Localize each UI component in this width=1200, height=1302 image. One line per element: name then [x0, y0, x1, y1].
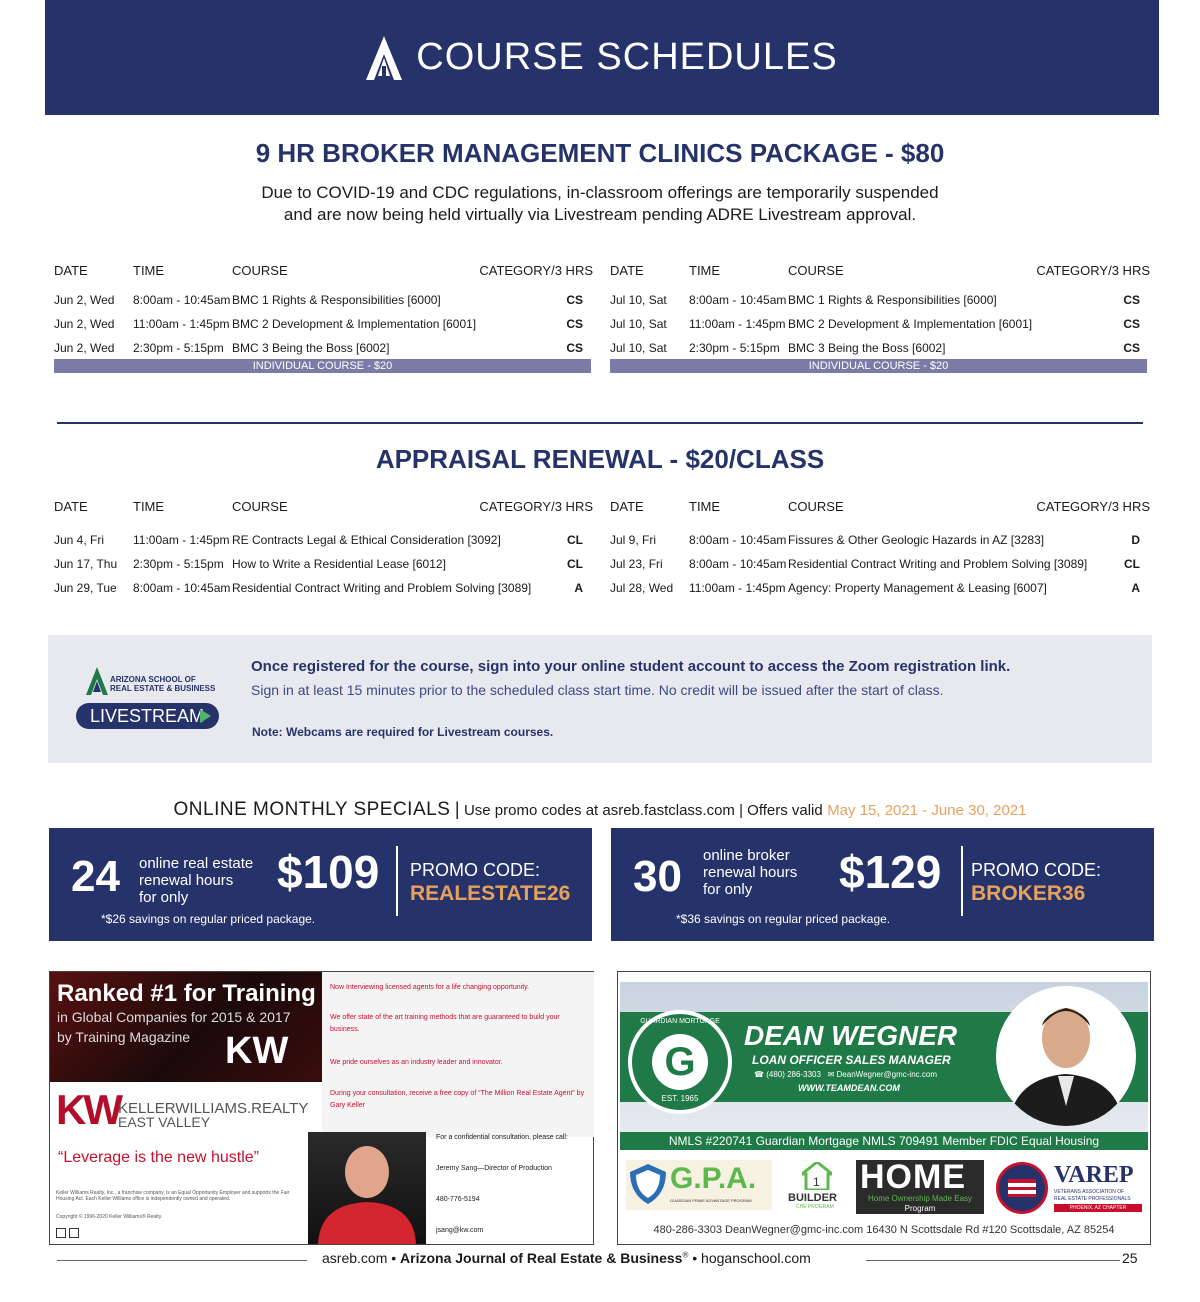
kw-text-panel — [322, 972, 594, 1137]
row-date: Jun 2, Wed — [54, 341, 115, 355]
row-time: 8:00am - 10:45am — [133, 581, 231, 595]
footer-text — [322, 1250, 811, 1266]
page-footer — [0, 1250, 1200, 1270]
kw-p3: We pride ourselves as an industry leader and innovator. — [330, 1059, 503, 1066]
row-course: BMC 1 Rights & Responsibilities [6000] — [788, 293, 997, 307]
gpa-text: G.P.A. — [670, 1162, 757, 1195]
table-row — [54, 581, 593, 605]
special-divider — [961, 846, 963, 916]
col-course: COURSE — [788, 499, 844, 514]
row-date: Jun 17, Thu — [54, 557, 118, 571]
individual-course-bar: INDIVIDUAL COURSE - $20 — [610, 359, 1147, 373]
col-category: CATEGORY/3 HRS — [479, 263, 593, 278]
asreb-a-logo-icon — [86, 667, 108, 695]
svg-text:1: 1 — [813, 1175, 820, 1189]
asreb-logo — [86, 667, 216, 697]
bmc-table-left — [54, 263, 593, 372]
row-time: 8:00am - 10:45am — [133, 293, 231, 307]
row-course: Residential Contract Writing and Problem Solving [3089] — [232, 581, 532, 595]
row-course: Fissures & Other Geologic Hazards in AZ [3283] — [788, 533, 1045, 547]
varep-sub-3: PHOENIX, AZ CHAPTER — [1054, 1204, 1142, 1212]
row-time: 8:00am - 10:45am — [689, 533, 787, 547]
row-time: 11:00am - 1:45pm — [689, 317, 786, 331]
livestream-label: LIVESTREAM — [90, 706, 205, 726]
row-cat: CS — [1123, 341, 1140, 355]
row-cat: CS — [1123, 317, 1140, 331]
seal-est: EST. 1965 — [661, 1094, 699, 1103]
varep-text: VAREP — [1054, 1162, 1134, 1188]
special-note: *$26 savings on regular priced package. — [101, 912, 316, 926]
col-date: DATE — [54, 499, 88, 514]
table-header — [610, 499, 1150, 515]
row-course: BMC 1 Rights & Responsibilities [6000] — [232, 293, 441, 307]
special-desc-1: online real estate — [139, 855, 254, 872]
livestream-info-box — [48, 635, 1152, 763]
col-course: COURSE — [788, 263, 844, 278]
person-photo-icon — [308, 1132, 426, 1244]
row-cat: CL — [1124, 557, 1140, 571]
kw-ranked: Ranked #1 for Training — [57, 980, 316, 1007]
guardian-seal — [628, 1010, 732, 1114]
footer-site-1: asreb.com — [322, 1250, 388, 1266]
row-course: Residential Contract Writing and Problem Solving [3089] — [788, 557, 1088, 571]
livestream-note: Note: Webcams are required for Livestream courses. — [252, 725, 554, 739]
kw-contact-2: Jeremy Sang—Director of Production — [436, 1165, 552, 1172]
varep-sub-1: VETERANS ASSOCIATION OF — [1054, 1189, 1125, 1195]
individual-course-bar: INDIVIDUAL COURSE - $20 — [54, 359, 591, 373]
keller-williams-ad — [49, 971, 594, 1245]
footer-line-right — [866, 1260, 1120, 1261]
row-cat: D — [1131, 533, 1140, 547]
row-time: 8:00am - 10:45am — [689, 293, 787, 307]
row-date: Jul 23, Fri — [610, 557, 663, 571]
home-sub-1: Home Ownership Made Easy — [867, 1194, 973, 1203]
home-program-logo — [856, 1160, 984, 1214]
kw-banner — [50, 972, 322, 1082]
footer-journal: Arizona Journal of Real Estate & Business — [400, 1250, 683, 1266]
row-course: BMC 2 Development & Implementation [6001] — [232, 317, 477, 331]
col-time: TIME — [133, 263, 165, 278]
row-course: BMC 3 Being the Boss [6002] — [788, 341, 946, 355]
kw-fine-1: Keller Williams Realty, Inc., a franchise company, is an Equal Opportunity Employer and supports the Fair Housing Act. Each Keller Williams office is independently owned and operated. — [56, 1190, 290, 1202]
appraisal-table-left — [54, 499, 593, 605]
table-header — [610, 263, 1150, 279]
kw-quote: “Leverage is the new hustle” — [58, 1149, 259, 1166]
table-header — [54, 263, 593, 279]
logo-line-2: REAL ESTATE & BUSINESS — [110, 684, 216, 693]
flag-icon — [999, 1165, 1045, 1211]
play-icon — [200, 709, 211, 723]
table-row — [54, 557, 593, 581]
kw-p1: Now Interviewing licensed agents for a life changing opportunity. — [330, 984, 530, 991]
gpa-logo — [626, 1160, 772, 1210]
table-row — [610, 557, 1150, 581]
table-header — [54, 499, 593, 515]
row-course: Agency: Property Management & Leasing [6007] — [788, 581, 1047, 595]
kw-agent-photo — [308, 1132, 426, 1244]
row-date: Jul 10, Sat — [610, 341, 667, 355]
table-row — [54, 293, 593, 317]
builder-text: BUILDER — [788, 1192, 837, 1204]
email-icon: ✉ — [827, 1070, 835, 1079]
dean-email: DeanWegner@gmc-inc.com — [836, 1070, 937, 1079]
promo-code: REALESTATE26 — [410, 882, 571, 905]
special-hours: 30 — [633, 852, 682, 901]
row-time: 2:30pm - 5:15pm — [689, 341, 780, 355]
row-course: BMC 2 Development & Implementation [6001] — [788, 317, 1033, 331]
table-row — [610, 293, 1150, 317]
row-date: Jul 9, Fri — [610, 533, 657, 547]
table-row — [54, 317, 593, 341]
home-text: HOME — [860, 1158, 966, 1196]
row-cat: CS — [566, 293, 583, 307]
table-row — [610, 581, 1150, 605]
col-category: CATEGORY/3 HRS — [1036, 499, 1150, 514]
dean-contact-line: 480-286-3303 DeanWegner@gmc-inc.com 16430 N Scottsdale Rd #120 Scottsdale, AZ 85254 — [653, 1224, 1115, 1236]
equal-housing-icon — [56, 1228, 66, 1238]
promo-code: BROKER36 — [971, 882, 1086, 905]
home-sub-2: Program — [904, 1204, 936, 1213]
col-course: COURSE — [232, 263, 288, 278]
row-course: BMC 3 Being the Boss [6002] — [232, 341, 390, 355]
kw-global: in Global Companies for 2015 & 2017 — [57, 1009, 291, 1025]
footer-reg: ® — [682, 1250, 689, 1260]
special-card-right — [611, 828, 1154, 941]
footer-bullet: • — [692, 1250, 698, 1266]
table-row — [610, 317, 1150, 341]
varep-sub-2: REAL ESTATE PROFESSIONALS — [1054, 1196, 1131, 1202]
row-time: 8:00am - 10:45am — [689, 557, 787, 571]
footer-bullet: • — [391, 1250, 397, 1266]
col-time: TIME — [689, 263, 721, 278]
gpa-sub: GUARDIAN PRIME ADVANTAGE PROGRAM — [670, 1198, 752, 1203]
promo-code-label: PROMO CODE: — [971, 860, 1102, 880]
phone-icon: ☎ — [754, 1070, 764, 1079]
kw-brand-2: EAST VALLEY — [118, 1114, 211, 1130]
bmc-subtitle-1: Due to COVID-19 and CDC regulations, in-classroom offerings are temporarily suspended — [261, 183, 939, 202]
row-cat: CS — [1123, 293, 1140, 307]
footer-line-left — [57, 1260, 307, 1261]
col-date: DATE — [54, 263, 88, 278]
kw-brand-1: KELLERWILLIAMS.REALTY — [118, 1100, 309, 1117]
table-row — [610, 533, 1150, 557]
guardian-mortgage-ad — [617, 971, 1151, 1245]
col-date: DATE — [610, 499, 644, 514]
builder-logo — [782, 1162, 852, 1212]
realtor-icon — [69, 1228, 79, 1238]
kw-contact-3: 480-776-5194 — [436, 1196, 480, 1203]
special-desc-3: for only — [139, 889, 189, 906]
livestream-line-1: Once registered for the course, sign into your online student account to access the Zoom registration link. — [251, 658, 1011, 675]
dean-website: WWW.TEAMDEAN.COM — [798, 1083, 900, 1093]
col-time: TIME — [689, 499, 721, 514]
specials-heading: ONLINE MONTHLY SPECIALS — [173, 799, 451, 820]
special-price: $109 — [277, 846, 380, 898]
row-time: 11:00am - 1:45pm — [689, 581, 786, 595]
col-category: CATEGORY/3 HRS — [479, 499, 593, 514]
special-desc-3: for only — [703, 881, 753, 898]
special-price: $129 — [839, 846, 942, 898]
col-course: COURSE — [232, 499, 288, 514]
row-date: Jul 28, Wed — [610, 581, 674, 595]
kw-fine-2: Copyright © 1996-2020 Keller Williams® Realty. — [56, 1214, 163, 1220]
special-hours: 24 — [71, 852, 120, 901]
row-date: Jul 10, Sat — [610, 317, 667, 331]
bmc-table-right — [610, 263, 1150, 372]
row-cat: A — [1131, 581, 1140, 595]
page-number: 25 — [1122, 1250, 1138, 1266]
logo-line-1: ARIZONA SCHOOL OF — [110, 675, 196, 684]
shield-icon — [630, 1164, 666, 1204]
row-date: Jun 29, Tue — [54, 581, 117, 595]
varep-seal — [996, 1162, 1048, 1214]
kw-magazine: by Training Magazine — [57, 1029, 191, 1045]
specials-dates: May 15, 2021 - June 30, 2021 — [827, 802, 1027, 819]
row-date: Jul 10, Sat — [610, 293, 667, 307]
dean-photo — [996, 986, 1136, 1126]
row-course: How to Write a Residential Lease [6012] — [232, 557, 446, 571]
promo-code-label: PROMO CODE: — [410, 860, 541, 880]
kw-logo: KW — [225, 1030, 289, 1072]
kw-big-logo: KW — [56, 1086, 120, 1133]
dean-role: LOAN OFFICER SALES MANAGER — [752, 1053, 951, 1067]
seal-top: GUARDIAN MORTGAGE — [640, 1018, 720, 1025]
row-cat: CS — [566, 317, 583, 331]
dean-nmls: NMLS #220741 Guardian Mortgage NMLS 709491 Member FDIC Equal Housing — [620, 1132, 1148, 1150]
special-desc-1: online broker — [703, 847, 790, 864]
dean-name: DEAN WEGNER — [744, 1020, 958, 1051]
builder-sub: CHE PROGRAM — [796, 1204, 834, 1210]
row-time: 2:30pm - 5:15pm — [133, 557, 224, 571]
section-divider — [57, 422, 1143, 424]
specials-promo-text: Use promo codes at asreb.fastclass.com | Offers valid — [463, 802, 823, 819]
row-date: Jun 4, Fri — [54, 533, 105, 547]
footer-site-2: hoganschool.com — [701, 1250, 811, 1266]
row-date: Jun 2, Wed — [54, 293, 115, 307]
specials-separator: | — [454, 799, 460, 819]
special-desc-2: renewal hours — [703, 864, 798, 881]
appraisal-table-right — [610, 499, 1150, 605]
col-time: TIME — [133, 499, 165, 514]
dean-phone: (480) 286-3303 — [766, 1070, 821, 1079]
kw-contact-1: For a confidential consultation, please call: — [436, 1134, 568, 1141]
appraisal-title: APPRAISAL RENEWAL - $20/CLASS — [375, 444, 825, 474]
specials-heading-line — [0, 799, 1200, 821]
kw-contact-4: jsang@kw.com — [436, 1227, 484, 1234]
seal-letter: G — [652, 1034, 708, 1090]
row-cat: CL — [567, 557, 583, 571]
house-icon — [802, 1162, 832, 1190]
special-divider — [396, 846, 398, 916]
kw-p2: We offer state of the art training methods that are guaranteed to build your business. — [330, 1014, 560, 1033]
row-cat: A — [574, 581, 583, 595]
livestream-line-2: Sign in at least 15 minutes prior to the scheduled class start time. No credit will be issued after the start of class. — [251, 682, 944, 698]
col-category: CATEGORY/3 HRS — [1036, 263, 1150, 278]
row-cat: CL — [567, 533, 583, 547]
special-desc-2: renewal hours — [139, 872, 234, 889]
livestream-badge — [76, 703, 219, 729]
row-cat: CS — [566, 341, 583, 355]
dean-phone-email — [754, 1070, 937, 1079]
row-time: 11:00am - 1:45pm — [133, 317, 230, 331]
row-date: Jun 2, Wed — [54, 317, 115, 331]
kw-p4: During your consultation, receive a free copy of “The Million Real Estate Agent” by Gary Keller — [330, 1090, 585, 1109]
asreb-a-logo-icon — [366, 36, 402, 80]
page-title: COURSE SCHEDULES — [416, 36, 838, 78]
special-note: *$36 savings on regular priced package. — [676, 912, 891, 926]
row-course: RE Contracts Legal & Ethical Consideration [3092] — [232, 533, 501, 547]
table-row — [54, 533, 593, 557]
special-card-left — [49, 828, 592, 941]
row-time: 11:00am - 1:45pm — [133, 533, 230, 547]
person-photo-icon — [996, 986, 1136, 1126]
bmc-title: 9 HR BROKER MANAGEMENT CLINICS PACKAGE - $80 — [255, 138, 945, 168]
bmc-subtitle-2: and are now being held virtually via Livestream pending ADRE Livestream approval. — [283, 205, 917, 224]
row-time: 2:30pm - 5:15pm — [133, 341, 224, 355]
header-banner — [45, 0, 1159, 115]
col-date: DATE — [610, 263, 644, 278]
